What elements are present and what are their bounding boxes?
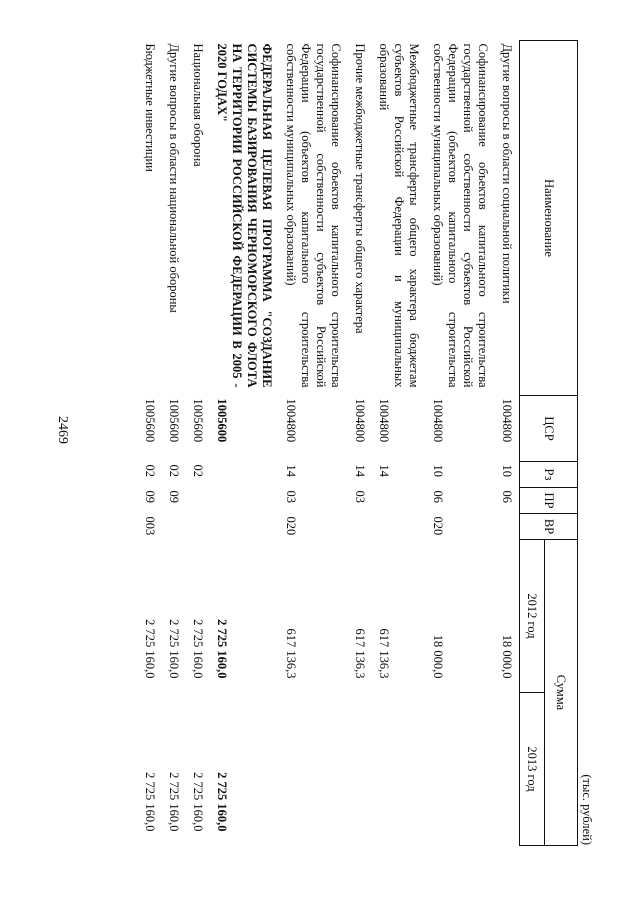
row-rz: 14 [377, 464, 391, 477]
units-label: (тыс. рублей) [580, 774, 594, 845]
row-vr [210, 514, 279, 540]
row-rz: 14 [353, 464, 367, 477]
row-pr: 06 [500, 490, 514, 503]
row-pr: 03 [353, 490, 367, 503]
row-sum-2013 [426, 693, 495, 846]
budget-sheet [124, 40, 594, 845]
row-name: Бюджетные инвестиции [143, 43, 157, 172]
row-name: Софинансирование объектов капитального строительства государственной собственности субъектов Российской Федерации (объектов капитального строительства собственности муниципальных образований) [284, 43, 343, 388]
row-name: Национальная оборона [191, 43, 205, 167]
table-row [279, 41, 348, 846]
row-name: Другие вопросы в области социальной политики [500, 43, 514, 304]
table-row [186, 41, 210, 846]
row-sum-2013 [279, 693, 348, 846]
row-sum-2012: 2 725 160,0 [167, 619, 181, 679]
row-sum-2013: 2 725 160,0 [143, 772, 157, 832]
row-vr: 020 [284, 516, 298, 536]
table-body [138, 41, 520, 846]
header-rz: Рз [520, 462, 578, 488]
row-csr: 1005600 [167, 398, 181, 443]
row-rz: 02 [191, 464, 205, 477]
row-vr [495, 514, 520, 540]
row-name: Межбюджетные трансферты общего характера бюджетам субъектов Российской Федерации и муниципальных образований [377, 43, 421, 388]
row-name: Другие вопросы в области национальной обороны [167, 43, 181, 313]
row-vr: 020 [431, 516, 445, 536]
table-row [426, 41, 495, 846]
row-name: ФЕДЕРАЛЬНАЯ ЦЕЛЕВАЯ ПРОГРАММА "СОЗДАНИЕ СИСТЕМЫ БАЗИРОВАНИЯ ЧЕРНОМОРСКОГО ФЛОТА НА ТЕРРИТОРИИ РОССИЙСКОЙ ФЕДЕРАЦИИ В 2005 - 2020 ГОДАХ" [215, 43, 274, 388]
table-row [162, 41, 186, 846]
row-sum-2012: 2 725 160,0 [191, 619, 205, 679]
header-2013: 2013 год [520, 693, 545, 846]
row-vr: 003 [143, 516, 157, 536]
row-rz: 10 [431, 464, 445, 477]
row-vr [372, 514, 426, 540]
budget-table [138, 40, 578, 846]
row-csr: 1004800 [284, 398, 298, 443]
row-sum-2012: 617 136,3 [353, 628, 367, 679]
row-sum-2013: 2 725 160,0 [191, 772, 205, 832]
row-pr: 09 [143, 490, 157, 503]
row-sum-2013 [348, 693, 372, 846]
row-rz: 02 [143, 464, 157, 477]
row-sum-2013 [495, 693, 520, 846]
table-row [210, 41, 279, 846]
row-sum-2012: 2 725 160,0 [143, 619, 157, 679]
row-pr [210, 488, 279, 514]
row-sum-2012: 617 136,3 [377, 628, 391, 679]
header-2012: 2012 год [520, 540, 545, 693]
row-rz [210, 462, 279, 488]
row-csr: 1004800 [377, 398, 391, 443]
table-row [372, 41, 426, 846]
row-vr [162, 514, 186, 540]
row-pr: 03 [284, 490, 298, 503]
row-vr [348, 514, 372, 540]
row-csr: 1004800 [431, 398, 445, 443]
header-pr: ПР [520, 488, 578, 514]
row-sum-2013 [372, 693, 426, 846]
row-sum-2012: 18 000,0 [500, 634, 514, 679]
header-sum: Сумма [545, 540, 578, 846]
row-sum-2013: 2 725 160,0 [167, 772, 181, 832]
header-name: Наименование [520, 41, 578, 396]
row-csr: 1004800 [353, 398, 367, 443]
row-rz: 10 [500, 464, 514, 477]
row-pr [372, 488, 426, 514]
table-row [495, 41, 520, 846]
row-name: Прочие межбюджетные трансферты общего характера [353, 43, 367, 334]
row-sum-2012: 617 136,3 [284, 628, 298, 679]
row-csr: 1005600 [215, 398, 229, 443]
row-sum-2013: 2 725 160,0 [215, 772, 229, 832]
row-sum-2012: 2 725 160,0 [215, 619, 229, 679]
page-number: 2469 [55, 416, 70, 444]
row-rz: 02 [167, 464, 181, 477]
row-csr: 1005600 [191, 398, 205, 443]
row-vr [186, 514, 210, 540]
header-csr: ЦСР [520, 396, 578, 462]
row-csr: 1005600 [143, 398, 157, 443]
table-row [138, 41, 162, 846]
row-rz: 14 [284, 464, 298, 477]
row-name: Софинансирование объектов капитального строительства государственной собственности субъектов Российской Федерации (объектов капитального строительства собственности муниципальных образований) [431, 43, 490, 388]
header-vr: ВР [520, 514, 578, 540]
row-sum-2012: 18 000,0 [431, 634, 445, 679]
row-pr: 06 [431, 490, 445, 503]
row-pr: 09 [167, 490, 181, 503]
row-csr: 1004800 [500, 398, 514, 443]
table-row [348, 41, 372, 846]
row-pr [186, 488, 210, 514]
